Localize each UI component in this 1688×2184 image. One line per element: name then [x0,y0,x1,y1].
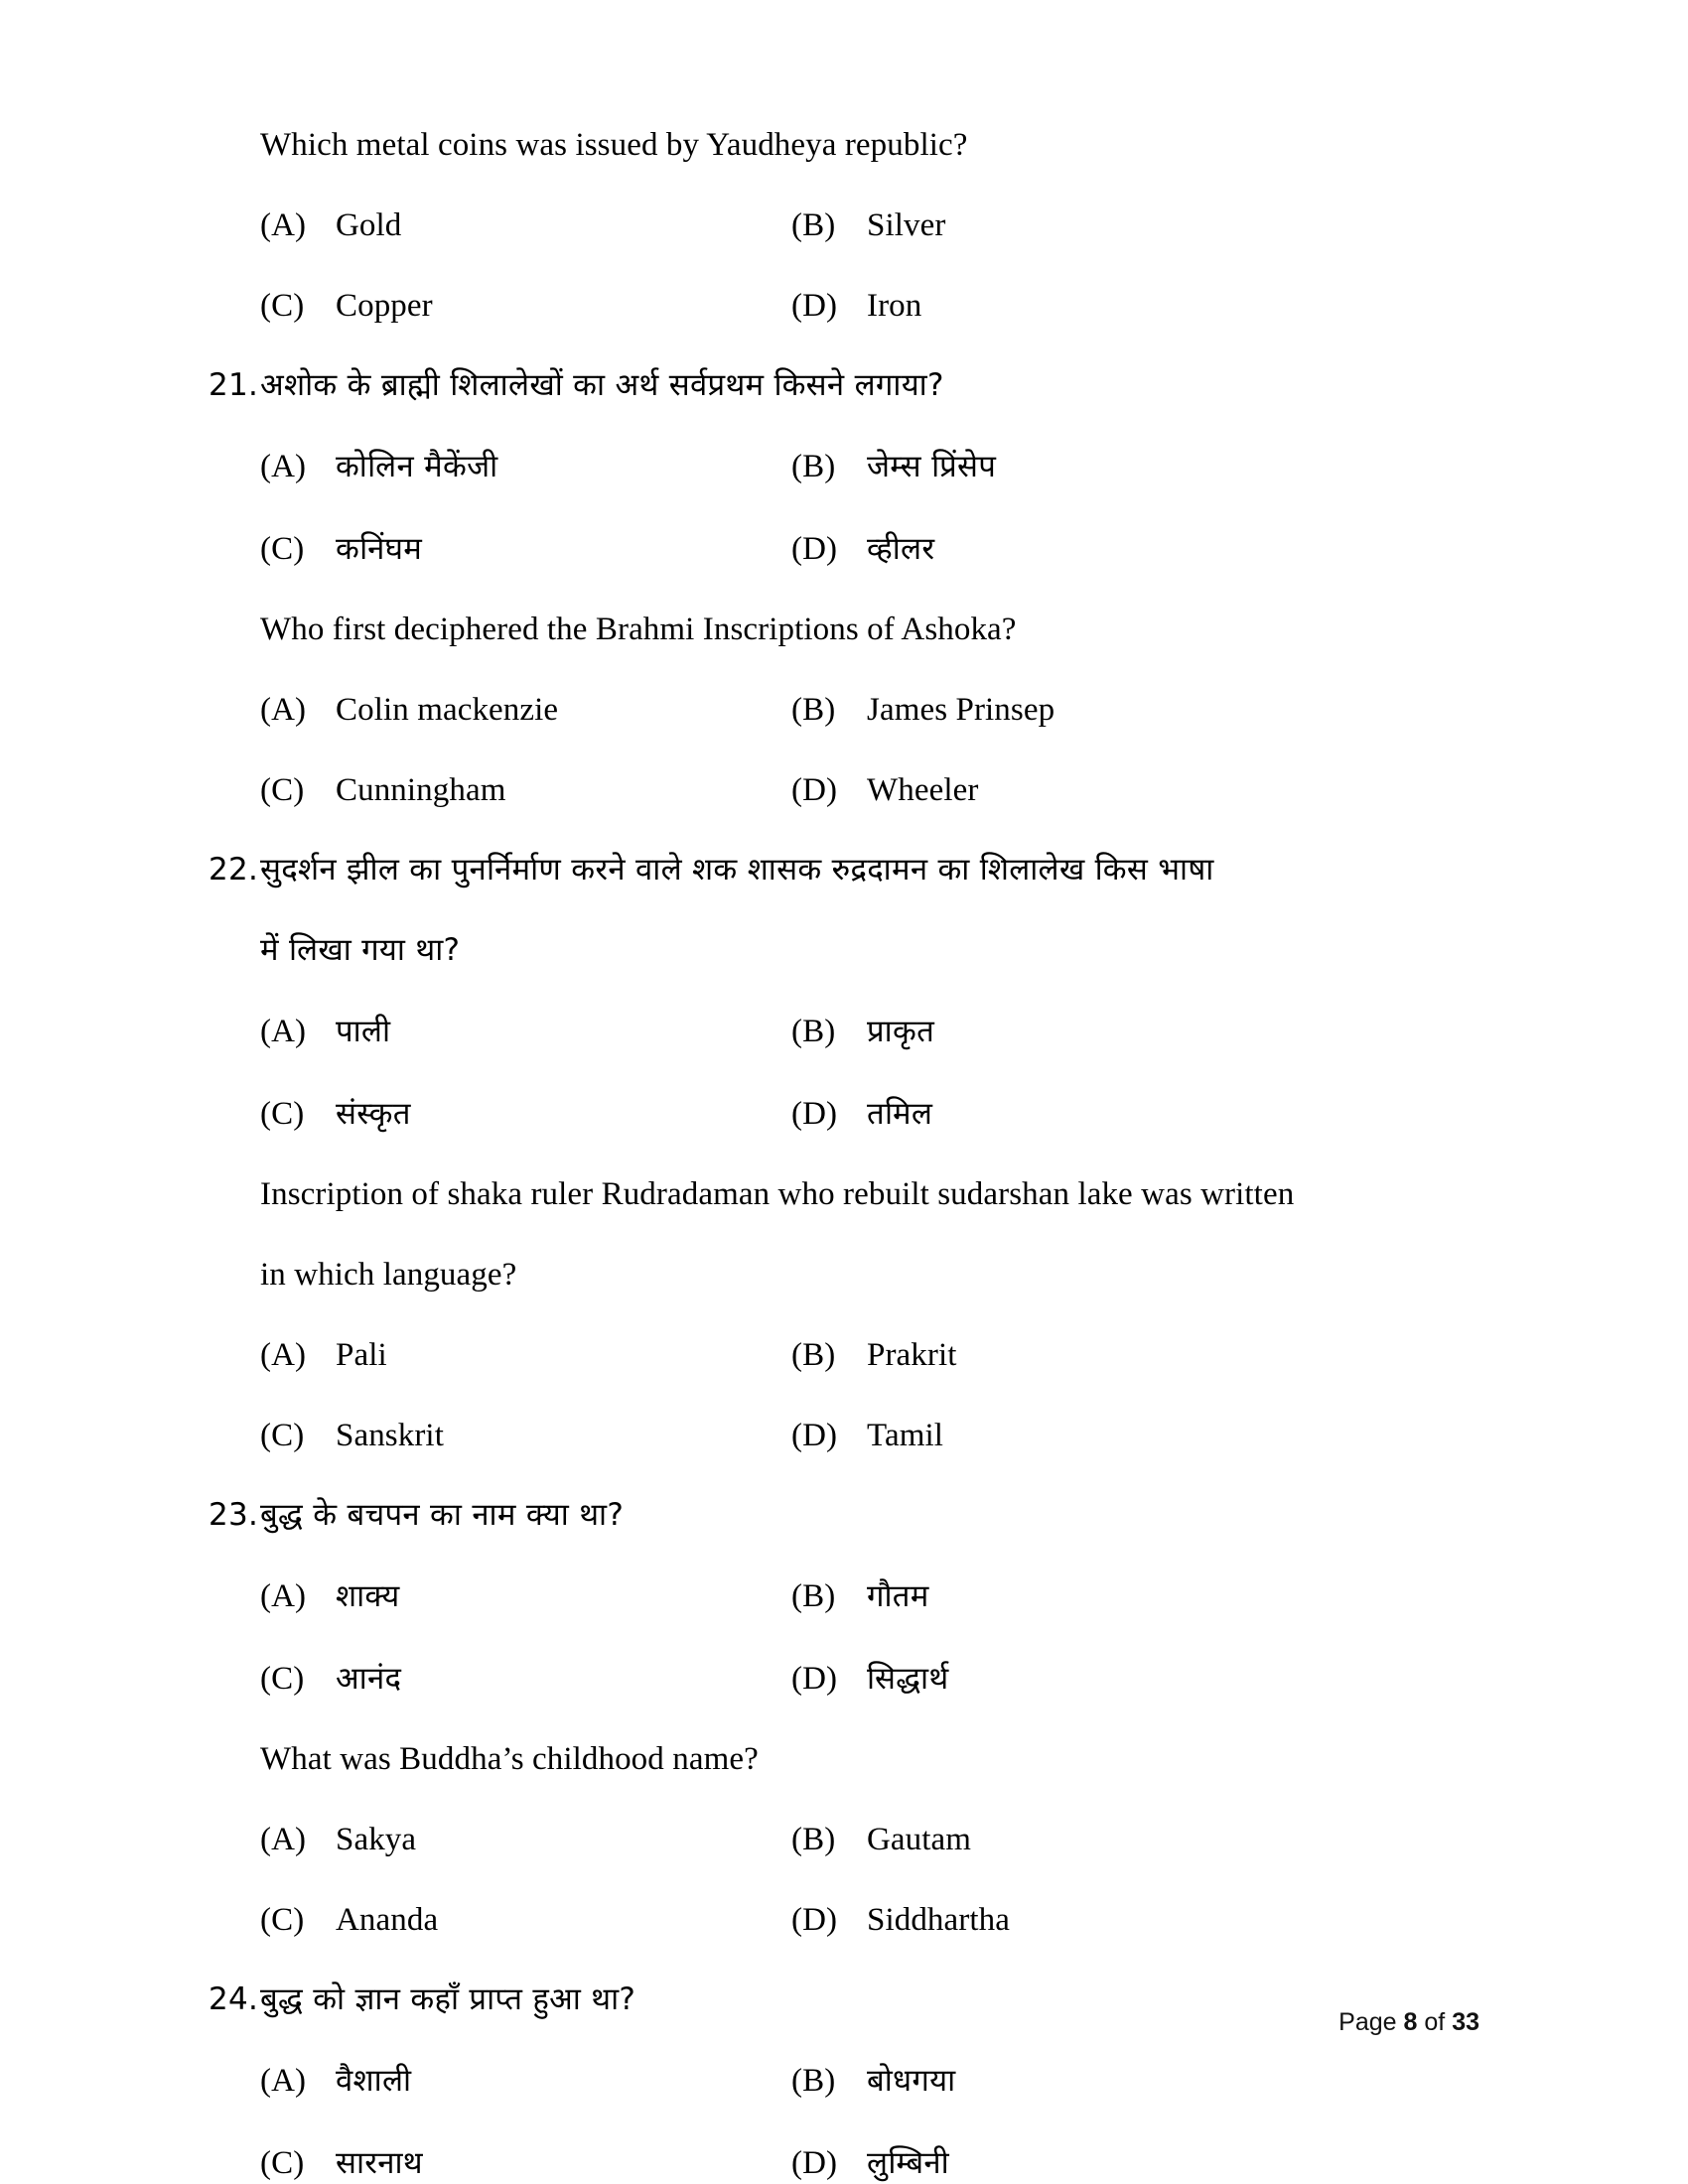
option-row-cd [209,774,1479,807]
option-text-b: James Prinsep [867,692,1055,728]
option-c[interactable] [260,533,791,566]
option-text-b: गौतम [867,1578,929,1614]
question-stem-line-1: Inscription of shaka ruler Rudradaman who rebuilt sudarshan lake was written [260,1176,1295,1212]
spacer [209,1048,1479,1098]
option-text-b: Silver [867,207,946,243]
question-number: 21. [209,367,259,403]
option-tag-c: (C) [260,1096,305,1132]
option-text-d: Wheeler [867,772,979,808]
option-tag-b: (B) [791,1578,836,1614]
spacer [209,807,1479,855]
option-d[interactable] [791,290,1479,323]
option-text-c: सारनाथ [336,2145,423,2181]
option-text-d: Iron [867,288,922,324]
spacer [209,1613,1479,1663]
option-tag-c: (C) [260,772,305,808]
question-stem [209,1497,1479,1533]
option-b[interactable] [791,694,1479,727]
option-tag-c: (C) [260,1902,305,1938]
spacer [209,2015,1479,2065]
option-tag-a: (A) [260,449,307,484]
question-block-q23-english [209,1743,1479,1937]
option-text-a: Sakya [336,1822,417,1857]
option-text-b: बोधगया [867,2063,956,2099]
question-stem-text: बुद्ध के बचपन का नाम क्या था? [260,1497,625,1533]
question-stem-line-2: में लिखा गया था? [260,932,461,968]
spacer [209,566,1479,614]
option-tag-d: (D) [791,2145,838,2181]
question-stem-text: What was Buddha’s childhood name? [260,1741,759,1777]
option-tag-b: (B) [791,207,836,243]
option-text-d: Tamil [867,1418,944,1453]
option-row-cd [209,2147,1479,2180]
option-tag-b: (B) [791,2063,836,2099]
option-text-d: Siddhartha [867,1902,1010,1938]
question-block-q24-hindi [209,1981,1479,2181]
option-tag-a: (A) [260,1014,307,1049]
question-stem-line-2-wrap [209,932,1479,968]
spacer [209,1856,1479,1904]
option-text-c: Ananda [336,1902,439,1938]
option-b[interactable] [791,1339,1479,1372]
option-text-a: Colin mackenzie [336,692,559,728]
option-c[interactable] [260,774,791,807]
option-d[interactable] [791,2147,1479,2180]
spacer [209,323,1479,370]
option-row-ab [209,1339,1479,1372]
option-text-a: Gold [336,207,402,243]
option-c[interactable] [260,1420,791,1452]
option-b[interactable] [791,2065,1479,2098]
option-text-d: तमिल [867,1096,933,1132]
question-stem-line-2-wrap [209,1259,1479,1292]
spacer [209,2098,1479,2147]
option-tag-a: (A) [260,1337,307,1373]
option-tag-d: (D) [791,288,838,324]
question-stem [209,1178,1479,1211]
option-tag-d: (D) [791,772,838,808]
option-tag-a: (A) [260,692,307,728]
question-stem-line-1: सुदर्शन झील का पुनर्निर्माण करने वाले शक शासक रुद्रदामन का शिलालेख किस भाषा [260,852,1214,887]
question-stem [209,367,1479,403]
option-a[interactable] [260,209,791,242]
option-tag-c: (C) [260,1418,305,1453]
question-block-q23-hindi [209,1497,1479,1697]
option-text-b: जेम्स प्रिंसेप [867,449,997,484]
option-tag-a: (A) [260,207,307,243]
spacer [209,1937,1479,1984]
option-text-c: संस्कृत [336,1096,411,1132]
option-b[interactable] [791,209,1479,242]
question-number: 23. [209,1497,259,1533]
question-stem-text: Which metal coins was issued by Yaudheya republic? [260,127,968,163]
option-row-ab [209,1580,1479,1613]
option-tag-b: (B) [791,1014,836,1049]
option-row-ab [209,694,1479,727]
option-row-cd [209,1663,1479,1696]
option-b[interactable] [791,451,1479,483]
option-tag-d: (D) [791,1418,838,1453]
option-text-c: Cunningham [336,772,506,808]
option-c[interactable] [260,1904,791,1937]
option-d[interactable] [791,1098,1479,1131]
question-number: 22. [209,852,259,887]
option-a[interactable] [260,1824,791,1856]
footer-join: of [1424,2008,1446,2036]
question-stem-text: अशोक के ब्राह्मी शिलालेखों का अर्थ सर्वप्रथम किसने लगाया? [260,367,944,403]
option-tag-b: (B) [791,449,836,484]
option-b[interactable] [791,1824,1479,1856]
spacer [209,483,1479,533]
option-text-a: शाक्य [336,1578,400,1614]
option-text-c: कनिंघम [336,531,423,567]
spacer [209,242,1479,290]
option-a[interactable] [260,1580,791,1613]
option-tag-c: (C) [260,288,305,324]
option-text-c: Copper [336,288,433,324]
spacer [209,886,1479,935]
option-tag-b: (B) [791,692,836,728]
spacer [209,1696,1479,1743]
option-text-a: Pali [336,1337,387,1373]
option-row-ab [209,1016,1479,1048]
option-text-b: Prakrit [867,1337,957,1373]
option-tag-a: (A) [260,1578,307,1614]
question-block-q21-english [209,614,1479,807]
option-text-c: आनंद [336,1661,402,1697]
option-c[interactable] [260,2147,791,2180]
question-stem [209,1981,1479,2017]
question-block-q22-hindi [209,852,1479,1132]
question-block-q20-english [209,129,1479,323]
option-d[interactable] [791,1904,1479,1937]
question-stem-text: Who first deciphered the Brahmi Inscriptions of Ashoka? [260,612,1017,647]
spacer [209,1372,1479,1420]
footer-page-number: 8 [1403,2008,1418,2036]
option-tag-c: (C) [260,531,305,567]
option-row-ab [209,1824,1479,1856]
option-tag-b: (B) [791,1337,836,1373]
option-a[interactable] [260,451,791,483]
option-a[interactable] [260,1016,791,1048]
option-row-cd [209,1098,1479,1131]
spacer [209,401,1479,451]
option-tag-b: (B) [791,1822,836,1857]
option-c[interactable] [260,1098,791,1131]
option-text-d: सिद्धार्थ [867,1661,949,1697]
option-c[interactable] [260,1663,791,1696]
option-row-ab [209,2065,1479,2098]
spacer [209,1776,1479,1824]
option-text-a: वैशाली [336,2063,412,2099]
option-text-b: प्राकृत [867,1014,935,1049]
option-d[interactable] [791,1420,1479,1452]
spacer [209,1452,1479,1500]
question-stem [209,614,1479,646]
question-stem-line-2: in which language? [260,1257,517,1293]
page-footer [1338,2008,1479,2037]
option-a[interactable] [260,694,791,727]
option-tag-d: (D) [791,1096,838,1132]
spacer [209,1292,1479,1339]
spacer [209,966,1479,1016]
option-tag-d: (D) [791,1661,838,1697]
option-a[interactable] [260,1339,791,1372]
spacer [209,1211,1479,1259]
spacer [209,1531,1479,1580]
option-tag-a: (A) [260,2063,307,2099]
option-tag-d: (D) [791,531,838,567]
option-c[interactable] [260,290,791,323]
option-row-cd [209,533,1479,566]
option-tag-d: (D) [791,1902,838,1938]
question-block-q21-hindi [209,367,1479,567]
question-stem-text: बुद्ध को ज्ञान कहाँ प्राप्त हुआ था? [260,1981,636,2017]
question-stem [209,1743,1479,1776]
option-row-cd [209,1420,1479,1452]
spacer [209,1131,1479,1178]
question-number: 24. [209,1981,259,2017]
option-tag-c: (C) [260,2145,305,2181]
spacer [209,646,1479,694]
question-block-q22-english [209,1178,1479,1452]
option-tag-c: (C) [260,1661,305,1697]
footer-prefix: Page [1338,2008,1397,2036]
option-text-b: Gautam [867,1822,972,1857]
option-row-cd [209,1904,1479,1937]
option-b[interactable] [791,1016,1479,1048]
option-row-ab [209,209,1479,242]
spacer [209,727,1479,774]
question-stem [209,129,1479,162]
option-text-a: पाली [336,1014,391,1049]
option-a[interactable] [260,2065,791,2098]
option-text-d: व्हीलर [867,531,935,567]
question-list [209,129,1479,2180]
option-b[interactable] [791,1580,1479,1613]
question-stem [209,852,1479,887]
option-row-cd [209,290,1479,323]
option-text-d: लुम्बिनी [867,2145,949,2181]
option-text-a: कोलिन मैकेंजी [336,449,498,484]
option-tag-a: (A) [260,1822,307,1857]
option-text-c: Sanskrit [336,1418,444,1453]
option-d[interactable] [791,1663,1479,1696]
spacer [209,162,1479,209]
footer-total-pages: 33 [1452,2008,1479,2036]
option-d[interactable] [791,774,1479,807]
option-d[interactable] [791,533,1479,566]
option-row-ab [209,451,1479,483]
